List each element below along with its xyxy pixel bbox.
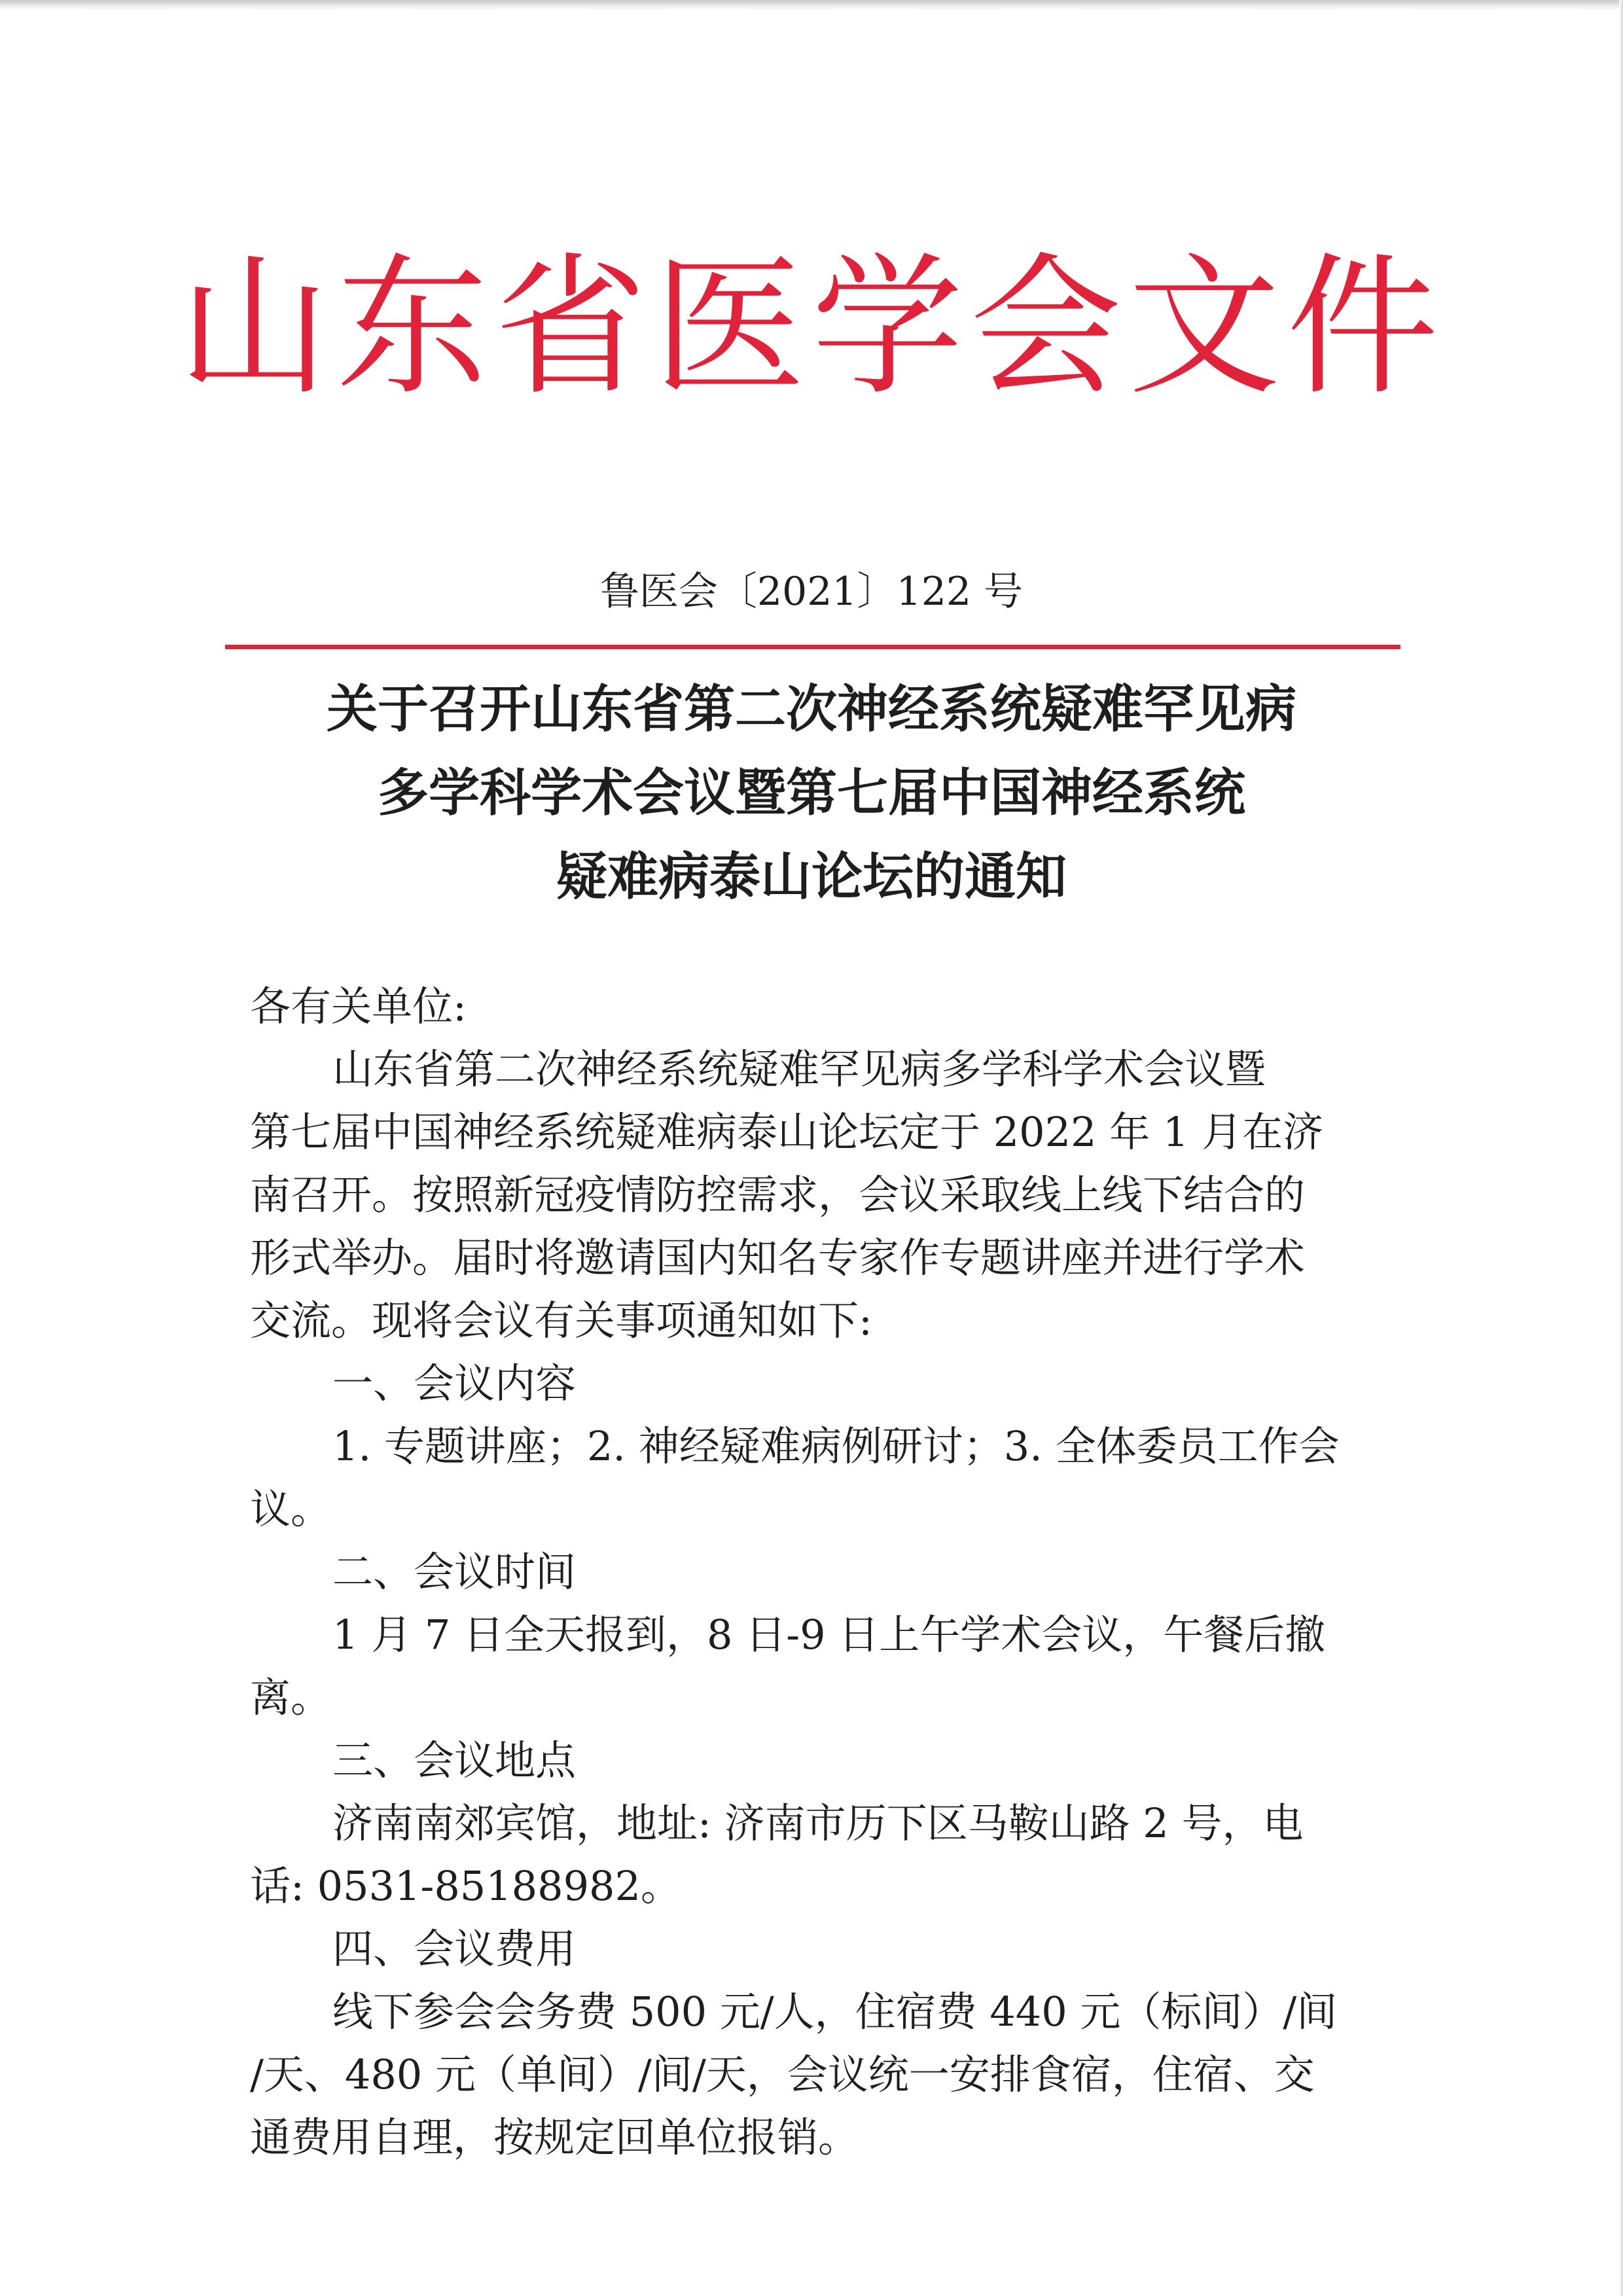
section-content-line: 议。 <box>250 1485 332 1533</box>
red-divider-line <box>225 645 1400 649</box>
notice-title <box>0 668 1623 919</box>
section-content-line: 1. 专题讲座；2. 神经疑难病例研讨；3. 全体委员工作会 <box>332 1422 1340 1470</box>
section-time-line: 1 月 7 日全天报到，8 日-9 日上午学术会议，午餐后撤 <box>332 1611 1326 1659</box>
title-line: 关于召开山东省第二次神经系统疑难罕见病 <box>326 680 1296 739</box>
section-fees-line: 通费用自理，按规定回单位报销。 <box>250 2113 859 2161</box>
intro-paragraph-line: 南召开。按照新冠疫情防控需求，会议采取线上线下结合的 <box>250 1171 1306 1219</box>
notice-body <box>250 975 1389 2169</box>
section-fees-line: /天、480 元（单间）/间/天，会议统一安排食宿，住宿、交 <box>250 2051 1315 2098</box>
section-heading-time: 二、会议时间 <box>332 1548 577 1596</box>
section-heading-fees: 四、会议费用 <box>332 1925 577 1973</box>
section-venue-line: 济南南郊宾馆，地址: 济南市历下区马鞍山路 2 号，电 <box>332 1799 1304 1847</box>
section-time-line: 离。 <box>250 1674 332 1721</box>
title-line: 疑难病泰山论坛的通知 <box>556 848 1067 906</box>
document-masthead: 山东省医学会文件 <box>177 239 1445 416</box>
intro-paragraph-line: 山东省第二次神经系统疑难罕见病多学科学术会议暨 <box>332 1045 1266 1093</box>
title-line: 多学科学术会议暨第七届中国神经系统 <box>377 764 1245 823</box>
section-heading-content: 一、会议内容 <box>332 1359 577 1407</box>
section-venue-line: 话: 0531-85188982。 <box>250 1862 681 1910</box>
intro-paragraph-line: 交流。现将会议有关事项通知如下: <box>250 1297 872 1344</box>
document-number: 鲁医会〔2021〕122 号 <box>599 569 1024 615</box>
scan-edge-top <box>0 0 1623 10</box>
section-fees-line: 线下参会会务费 500 元/人，住宿费 440 元（标间）/间 <box>332 1988 1338 2036</box>
intro-paragraph-line: 形式举办。届时将邀请国内知名专家作专题讲座并进行学术 <box>250 1234 1306 1282</box>
section-heading-venue: 三、会议地点 <box>332 1736 577 1784</box>
salutation: 各有关单位: <box>250 982 467 1030</box>
intro-paragraph-line: 第七届中国神经系统疑难病泰山论坛定于 2022 年 1 月在济 <box>250 1108 1324 1156</box>
